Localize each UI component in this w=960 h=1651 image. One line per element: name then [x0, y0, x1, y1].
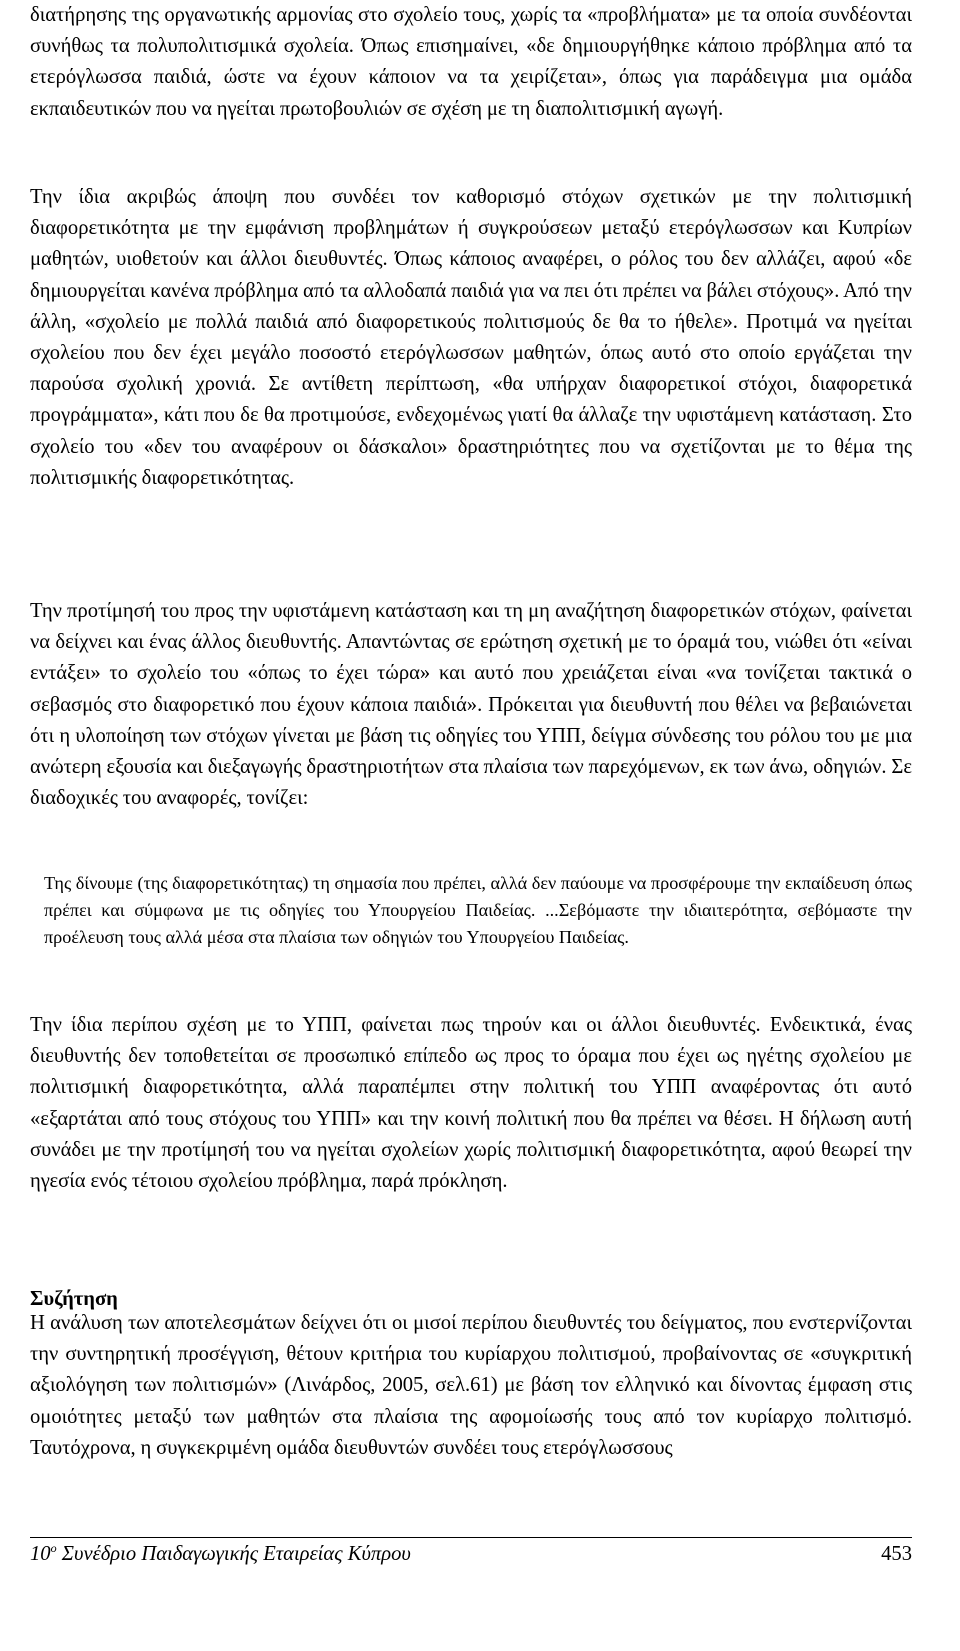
footer-ordinal: 10: [30, 1543, 51, 1565]
footer-ordinal-suffix: ο: [50, 1541, 57, 1555]
paragraph-3: Την προτίμησή του προς την υφιστάμενη κατάσταση και τη μη αναζήτηση διαφορετικών στόχων, φαίνεται να δείχνει και ένας άλλος διευθυντής. Απαντώντας σε ερώτηση σχετική με το όραμά του, νιώθει ότι «είναι εντάξει» το σχολείο του «όπως το έχει τώρα» και αυτό που χρειάζεται είναι «να τονίζεται τακτικά ο σεβασμός στο διαφορετικό που έχουν κάποια παιδιά». Πρόκειται για διευθυντή που θέλει να βεβαιώνεται ότι η υλοποίηση των στόχων γίνεται με βάση τις οδηγίες του ΥΠΠ, δείγμα σύνδεσης του ρόλου του με μια ανώτερη εξουσία και διεξαγωγής δραστηριοτήτων στα πλαίσια των παρεχόμενων, εκ των άνω, οδηγιών. Σε διαδοχικές του αναφορές, τονίζει:: [30, 600, 912, 810]
footer-conference-title: [30, 1538, 411, 1570]
block-quote: Της δίνουμε (της διαφορετικότητας) τη σημασία που πρέπει, αλλά δεν παύουμε να προσφέρουμε την εκπαίδευση όπως πρέπει και σύμφωνα με τις οδηγίες του Υπουργείου Παιδείας. ...Σεβόμαστε την ιδιαιτερότητα, σεβόμαστε την προέλευση τους αλλά μέσα στα πλαίσια των οδηγιών του Υπουργείου Παιδείας.: [44, 873, 912, 948]
paragraph-4: Την ίδια περίπου σχέση με το ΥΠΠ, φαίνεται πως τηρούν και οι άλλοι διευθυντές. Ενδεικτικά, ένας διευθυντής δεν τοποθετείται σε προσωπικό επίπεδο ως προς το όραμα που έχει ως ηγέτης σχολείου με πολιτισμική διαφορετικότητα, αλλά παραπέμπει στην πολιτική του ΥΠΠ αναφέροντας ότι αυτό «εξαρτάται από τους στόχους του ΥΠΠ» και την κοινή πολιτική που θα πρέπει να θέσει. Η δήλωση αυτή συνάδει με την προτίμησή του να ηγείται σχολείων χωρίς πολιτισμική διαφορετικότητα, αφού θεωρεί την ηγεσία ενός τέτοιου σχολείου πρόβλημα, παρά πρόκληση.: [30, 1014, 912, 1193]
paragraph-2: Την ίδια ακριβώς άποψη που συνδέει τον καθορισμό στόχων σχετικών με την πολιτισμική διαφορετικότητα με την εμφάνιση προβλημάτων ή συγκρούσεων μεταξύ ετερόγλωσσων και Κυπρίων μαθητών, υιοθετούν και άλλοι διευθυντές. Όπως κάποιος αναφέρει, ο ρόλος του δεν αλλάζει, αφού «δε δημιουργείται κανένα πρόβλημα από τα αλλοδαπά παιδιά για να πει ότι πρέπει να βάλει στόχους». Από την άλλη, «σχολείο με πολλά παιδιά από διαφορετικούς πολιτισμούς δε θα το ήθελε». Προτιμά να ηγείται σχολείου που δεν έχει μεγάλο ποσοστό ετερόγλωσσων μαθητών, όπως αυτό στο οποίο εργάζεται την παρούσα σχολική χρονιά. Σε αντίθετη περίπτωση, «θα υπήρχαν διαφορετικοί στόχοι, διαφορετικά προγράμματα», κάτι που δε θα προτιμούσε, ενδεχομένως γιατί θα άλλαζε την υφιστάμενη κατάσταση. Στο σχολείο του «δεν του αναφέρουν οι δάσκαλοι» δραστηριότητες που να σχετίζονται με το θέμα της πολιτισμικής διαφορετικότητας.: [30, 186, 912, 489]
page-number: 453: [881, 1543, 912, 1565]
paragraph-1: διατήρησης της οργανωτικής αρμονίας στο σχολείο τους, χωρίς τα «προβλήματα» με τα οποία συνδέονται συνήθως τα πολυπολιτισμικά σχολεία. Όπως επισημαίνει, «δε δημιουργήθηκε κάποιο πρόβλημα από τα ετερόγλωσσα παιδιά, ώστε να έχουν κάποιον να τα χειρίζεται», όπως για παράδειγμα μια ομάδα εκπαιδευτικών που να ηγείται πρωτοβουλιών σε σχέση με τη διαπολιτισμική αγωγή.: [30, 4, 912, 120]
page-footer: [30, 1538, 912, 1570]
section-heading: Συζήτηση: [30, 1288, 118, 1310]
paragraph-5: Η ανάλυση των αποτελεσμάτων δείχνει ότι οι μισοί περίπου διευθυντές του δείγματος, που ενστερνίζονται την συντηρητική προσέγγιση, θέτουν κριτήρια του κυρίαρχου πολιτισμού, προβαίνοντας σε «συγκριτική αξιολόγηση των πολιτισμών» (Λινάρδος, 2005, σελ.61) με βάση τον ελληνικό και δίνοντας έμφαση στις ομοιότητες μεταξύ των μαθητών στα πλαίσια της αφομοίωσής τους από τον κυρίαρχο πολιτισμό. Ταυτόχρονα, η συγκεκριμένη ομάδα διευθυντών συνδέει τους ετερόγλωσσους: [30, 1312, 912, 1459]
footer-conference-name: Συνέδριο Παιδαγωγικής Εταιρείας Κύπρου: [61, 1543, 411, 1565]
